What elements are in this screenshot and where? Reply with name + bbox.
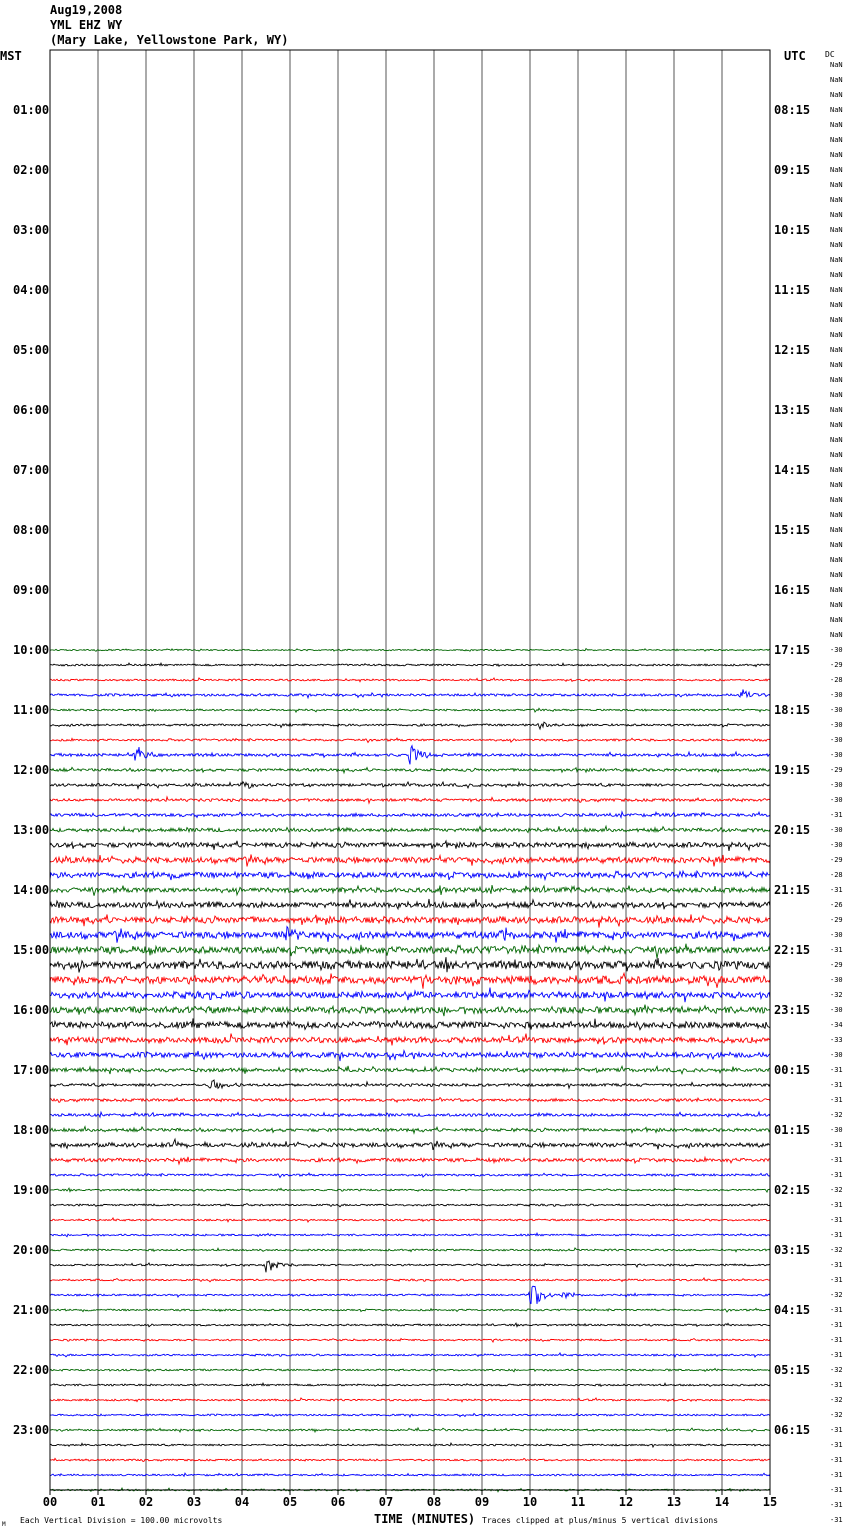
trace-row (50, 1018, 770, 1029)
dc-offset-value: -31 (830, 1156, 843, 1164)
dc-offset-value: -32 (830, 991, 843, 999)
trace-row (50, 841, 770, 851)
trace-row (50, 1204, 770, 1207)
dc-offset-value: -31 (830, 1486, 843, 1494)
dc-offset-value: -31 (830, 1321, 843, 1329)
mst-hour-label: 10:00 (13, 643, 50, 657)
trace-row (50, 649, 770, 652)
trace-row (50, 1127, 770, 1134)
trace-row (50, 1188, 770, 1192)
dc-offset-value: -31 (830, 1276, 843, 1284)
dc-offset-value: NaN (830, 136, 843, 144)
trace-row (50, 1066, 770, 1074)
dc-offset-value: -30 (830, 751, 843, 759)
mst-hour-label: 06:00 (13, 403, 50, 417)
dc-offset-value: -31 (830, 811, 843, 819)
dc-offset-value: -31 (830, 1306, 843, 1314)
x-tick-label: 04 (234, 1495, 250, 1509)
trace-row (50, 1414, 770, 1418)
dc-offset-value: -31 (830, 1261, 843, 1269)
dc-offset-value: -31 (830, 1171, 843, 1179)
trace-row (50, 663, 770, 667)
dc-offset-value: -30 (830, 1006, 843, 1014)
dc-offset-value: -30 (830, 736, 843, 744)
trace-row (50, 678, 770, 682)
dc-offset-value: -30 (830, 841, 843, 849)
mst-hour-label: 23:00 (13, 1423, 50, 1437)
trace-row (50, 944, 770, 959)
dc-offset-value: -31 (830, 1336, 843, 1344)
dc-offset-value: -30 (830, 1051, 843, 1059)
dc-offset-value: -31 (830, 1441, 843, 1449)
dc-offset-value: NaN (830, 316, 843, 324)
trace-row (50, 690, 770, 698)
trace-row (50, 1369, 770, 1372)
trace-row (50, 1443, 770, 1447)
dc-offset-value: NaN (830, 526, 843, 534)
utc-hour-label: 13:15 (774, 403, 811, 417)
dc-offset-value: -31 (830, 1231, 843, 1239)
dc-offset-value: NaN (830, 481, 843, 489)
x-tick-label: 15 (762, 1495, 778, 1509)
axis-labels (13, 61, 843, 1524)
utc-hour-label: 20:15 (774, 823, 811, 837)
trace-row (50, 1473, 770, 1476)
dc-offset-value: NaN (830, 61, 843, 69)
utc-hour-label: 15:15 (774, 523, 811, 537)
dc-label: DC (825, 50, 835, 59)
trace-row (50, 797, 770, 803)
trace-row (50, 1286, 770, 1304)
dc-offset-value: -30 (830, 976, 843, 984)
dc-offset-value: NaN (830, 91, 843, 99)
mst-hour-label: 01:00 (13, 103, 50, 117)
utc-hour-label: 06:15 (774, 1423, 811, 1437)
mst-axis-label: MST (0, 49, 22, 63)
dc-offset-value: -34 (830, 1021, 843, 1029)
utc-hour-label: 10:15 (774, 223, 811, 237)
x-tick-label: 00 (42, 1495, 58, 1509)
utc-hour-label: 19:15 (774, 763, 811, 777)
corner-mark: M (2, 1521, 6, 1528)
x-tick-label: 14 (714, 1495, 730, 1509)
utc-hour-label: 17:15 (774, 643, 811, 657)
mst-hour-label: 15:00 (13, 943, 50, 957)
dc-offset-value: -31 (830, 1456, 843, 1464)
trace-row (50, 988, 770, 1003)
dc-offset-value: -30 (830, 721, 843, 729)
dc-offset-value: NaN (830, 511, 843, 519)
utc-hour-label: 05:15 (774, 1363, 811, 1377)
x-tick-label: 08 (426, 1495, 442, 1509)
x-tick-label: 10 (522, 1495, 538, 1509)
x-tick-label: 07 (378, 1495, 394, 1509)
dc-offset-value: -32 (830, 1111, 843, 1119)
dc-offset-value: NaN (830, 181, 843, 189)
trace-row (50, 708, 770, 712)
trace-row (50, 885, 770, 896)
dc-offset-value: NaN (830, 436, 843, 444)
dc-offset-value: -32 (830, 1186, 843, 1194)
x-tick-label: 06 (330, 1495, 346, 1509)
trace-row (50, 915, 770, 928)
dc-offset-value: -30 (830, 1126, 843, 1134)
dc-offset-value: NaN (830, 256, 843, 264)
trace-row (50, 1323, 770, 1327)
dc-offset-value: -31 (830, 1501, 843, 1509)
dc-offset-value: NaN (830, 241, 843, 249)
dc-offset-value: NaN (830, 556, 843, 564)
trace-row (50, 1308, 770, 1312)
dc-offset-value: -30 (830, 826, 843, 834)
dc-offset-value: NaN (830, 451, 843, 459)
dc-offset-value: -30 (830, 706, 843, 714)
mst-hour-label: 12:00 (13, 763, 50, 777)
x-tick-label: 03 (186, 1495, 202, 1509)
trace-row (50, 855, 770, 867)
dc-offset-value: NaN (830, 226, 843, 234)
dc-offset-value: -31 (830, 1201, 843, 1209)
dc-offset-value: -29 (830, 856, 843, 864)
dc-offset-value: -31 (830, 1426, 843, 1434)
dc-offset-value: NaN (830, 286, 843, 294)
header-station: YML EHZ WY (50, 18, 123, 32)
trace-row (50, 1218, 770, 1222)
dc-offset-value: NaN (830, 211, 843, 219)
dc-offset-value: NaN (830, 406, 843, 414)
dc-offset-value: NaN (830, 76, 843, 84)
dc-offset-value: NaN (830, 421, 843, 429)
dc-offset-value: -31 (830, 1381, 843, 1389)
dc-offset-value: NaN (830, 106, 843, 114)
dc-offset-value: -31 (830, 1141, 843, 1149)
dc-offset-value: -32 (830, 1291, 843, 1299)
trace-row (50, 1398, 770, 1402)
trace-row (50, 899, 770, 909)
utc-hour-label: 11:15 (774, 283, 811, 297)
trace-row (50, 1098, 770, 1103)
x-tick-label: 13 (666, 1495, 682, 1509)
utc-hour-label: 12:15 (774, 343, 811, 357)
trace-row (50, 957, 770, 972)
mst-hour-label: 03:00 (13, 223, 50, 237)
seismic-traces (50, 649, 770, 1492)
trace-row (50, 1173, 770, 1177)
trace-row (50, 1278, 770, 1282)
x-tick-label: 02 (138, 1495, 154, 1509)
footer-vertical-division: Each Vertical Division = 100.00 microvolts (20, 1516, 223, 1525)
dc-offset-value: -31 (830, 1081, 843, 1089)
mst-hour-label: 04:00 (13, 283, 50, 297)
trace-row (50, 1428, 770, 1432)
x-axis-title: TIME (MINUTES) (374, 1512, 476, 1526)
dc-offset-value: -26 (830, 901, 843, 909)
dc-offset-value: -29 (830, 916, 843, 924)
utc-hour-label: 04:15 (774, 1303, 811, 1317)
dc-offset-value: -30 (830, 646, 843, 654)
utc-axis-label: UTC (784, 49, 806, 63)
dc-offset-value: NaN (830, 616, 843, 624)
dc-offset-value: NaN (830, 196, 843, 204)
dc-offset-value: NaN (830, 151, 843, 159)
trace-row (50, 1261, 770, 1272)
dc-offset-value: NaN (830, 466, 843, 474)
mst-hour-label: 22:00 (13, 1363, 50, 1377)
trace-row (50, 1233, 770, 1237)
utc-hour-label: 01:15 (774, 1123, 811, 1137)
trace-row (50, 1458, 770, 1461)
dc-offset-value: NaN (830, 586, 843, 594)
mst-hour-label: 05:00 (13, 343, 50, 357)
trace-row (50, 722, 770, 729)
utc-hour-label: 22:15 (774, 943, 811, 957)
utc-hour-label: 03:15 (774, 1243, 811, 1257)
trace-row (50, 1051, 770, 1061)
x-tick-label: 01 (90, 1495, 106, 1509)
mst-hour-label: 16:00 (13, 1003, 50, 1017)
utc-hour-label: 09:15 (774, 163, 811, 177)
trace-row (50, 1248, 770, 1252)
dc-offset-value: NaN (830, 166, 843, 174)
trace-row (50, 927, 770, 943)
dc-offset-value: -28 (830, 871, 843, 879)
trace-row (50, 767, 770, 772)
dc-offset-value: -29 (830, 766, 843, 774)
dc-offset-value: NaN (830, 601, 843, 609)
trace-row (50, 1005, 770, 1017)
dc-offset-value: NaN (830, 121, 843, 129)
mst-hour-label: 07:00 (13, 463, 50, 477)
mst-hour-label: 18:00 (13, 1123, 50, 1137)
mst-hour-label: 19:00 (13, 1183, 50, 1197)
mst-hour-label: 14:00 (13, 883, 50, 897)
dc-offset-value: NaN (830, 271, 843, 279)
x-tick-label: 11 (570, 1495, 586, 1509)
footer-clipping-note: Traces clipped at plus/minus 5 vertical divisions (482, 1516, 719, 1525)
trace-row (50, 1034, 770, 1046)
dc-offset-value: -29 (830, 661, 843, 669)
x-tick-label: 09 (474, 1495, 490, 1509)
trace-row (50, 826, 770, 832)
header-location: (Mary Lake, Yellowstone Park, WY) (50, 33, 289, 47)
dc-offset-value: NaN (830, 361, 843, 369)
utc-hour-label: 00:15 (774, 1063, 811, 1077)
dc-offset-value: NaN (830, 571, 843, 579)
trace-row (50, 1339, 770, 1343)
trace-row (50, 871, 770, 880)
utc-hour-label: 21:15 (774, 883, 811, 897)
dc-offset-value: NaN (830, 346, 843, 354)
x-tick-label: 12 (618, 1495, 634, 1509)
trace-row (50, 1157, 770, 1164)
dc-offset-value: NaN (830, 496, 843, 504)
trace-row (50, 1080, 770, 1088)
utc-hour-label: 23:15 (774, 1003, 811, 1017)
x-tick-label: 05 (282, 1495, 298, 1509)
mst-hour-label: 09:00 (13, 583, 50, 597)
dc-offset-value: -30 (830, 781, 843, 789)
dc-offset-value: -31 (830, 886, 843, 894)
dc-offset-value: -31 (830, 1216, 843, 1224)
dc-offset-value: -31 (830, 1066, 843, 1074)
dc-offset-value: NaN (830, 376, 843, 384)
header-date: Aug19,2008 (50, 3, 123, 17)
mst-hour-label: 02:00 (13, 163, 50, 177)
utc-hour-label: 16:15 (774, 583, 811, 597)
mst-hour-label: 20:00 (13, 1243, 50, 1257)
mst-hour-label: 21:00 (13, 1303, 50, 1317)
dc-offset-value: NaN (830, 631, 843, 639)
dc-offset-value: NaN (830, 331, 843, 339)
dc-offset-value: -32 (830, 1246, 843, 1254)
mst-hour-label: 11:00 (13, 703, 50, 717)
dc-offset-value: -31 (830, 946, 843, 954)
dc-offset-value: -31 (830, 1351, 843, 1359)
dc-offset-value: NaN (830, 541, 843, 549)
dc-offset-value: -30 (830, 691, 843, 699)
dc-offset-value: -31 (830, 1471, 843, 1479)
dc-offset-value: -30 (830, 796, 843, 804)
trace-row (50, 1139, 770, 1150)
dc-offset-value: -32 (830, 1396, 843, 1404)
trace-row (50, 1112, 770, 1117)
dc-offset-value: -29 (830, 961, 843, 969)
dc-offset-value: -28 (830, 676, 843, 684)
trace-row (50, 973, 770, 988)
dc-offset-value: -31 (830, 1516, 843, 1524)
utc-hour-label: 14:15 (774, 463, 811, 477)
dc-offset-value: -31 (830, 1096, 843, 1104)
dc-offset-value: NaN (830, 391, 843, 399)
trace-row (50, 1353, 770, 1357)
trace-row (50, 746, 770, 765)
mst-hour-label: 08:00 (13, 523, 50, 537)
dc-offset-value: NaN (830, 301, 843, 309)
mst-hour-label: 13:00 (13, 823, 50, 837)
dc-offset-value: -30 (830, 931, 843, 939)
mst-hour-label: 17:00 (13, 1063, 50, 1077)
trace-row (50, 738, 770, 742)
dc-offset-value: -32 (830, 1411, 843, 1419)
dc-offset-value: -32 (830, 1366, 843, 1374)
trace-row (50, 782, 770, 789)
utc-hour-label: 18:15 (774, 703, 811, 717)
trace-row (50, 812, 770, 818)
dc-offset-value: -33 (830, 1036, 843, 1044)
utc-hour-label: 02:15 (774, 1183, 811, 1197)
trace-row (50, 1383, 770, 1386)
utc-hour-label: 08:15 (774, 103, 811, 117)
